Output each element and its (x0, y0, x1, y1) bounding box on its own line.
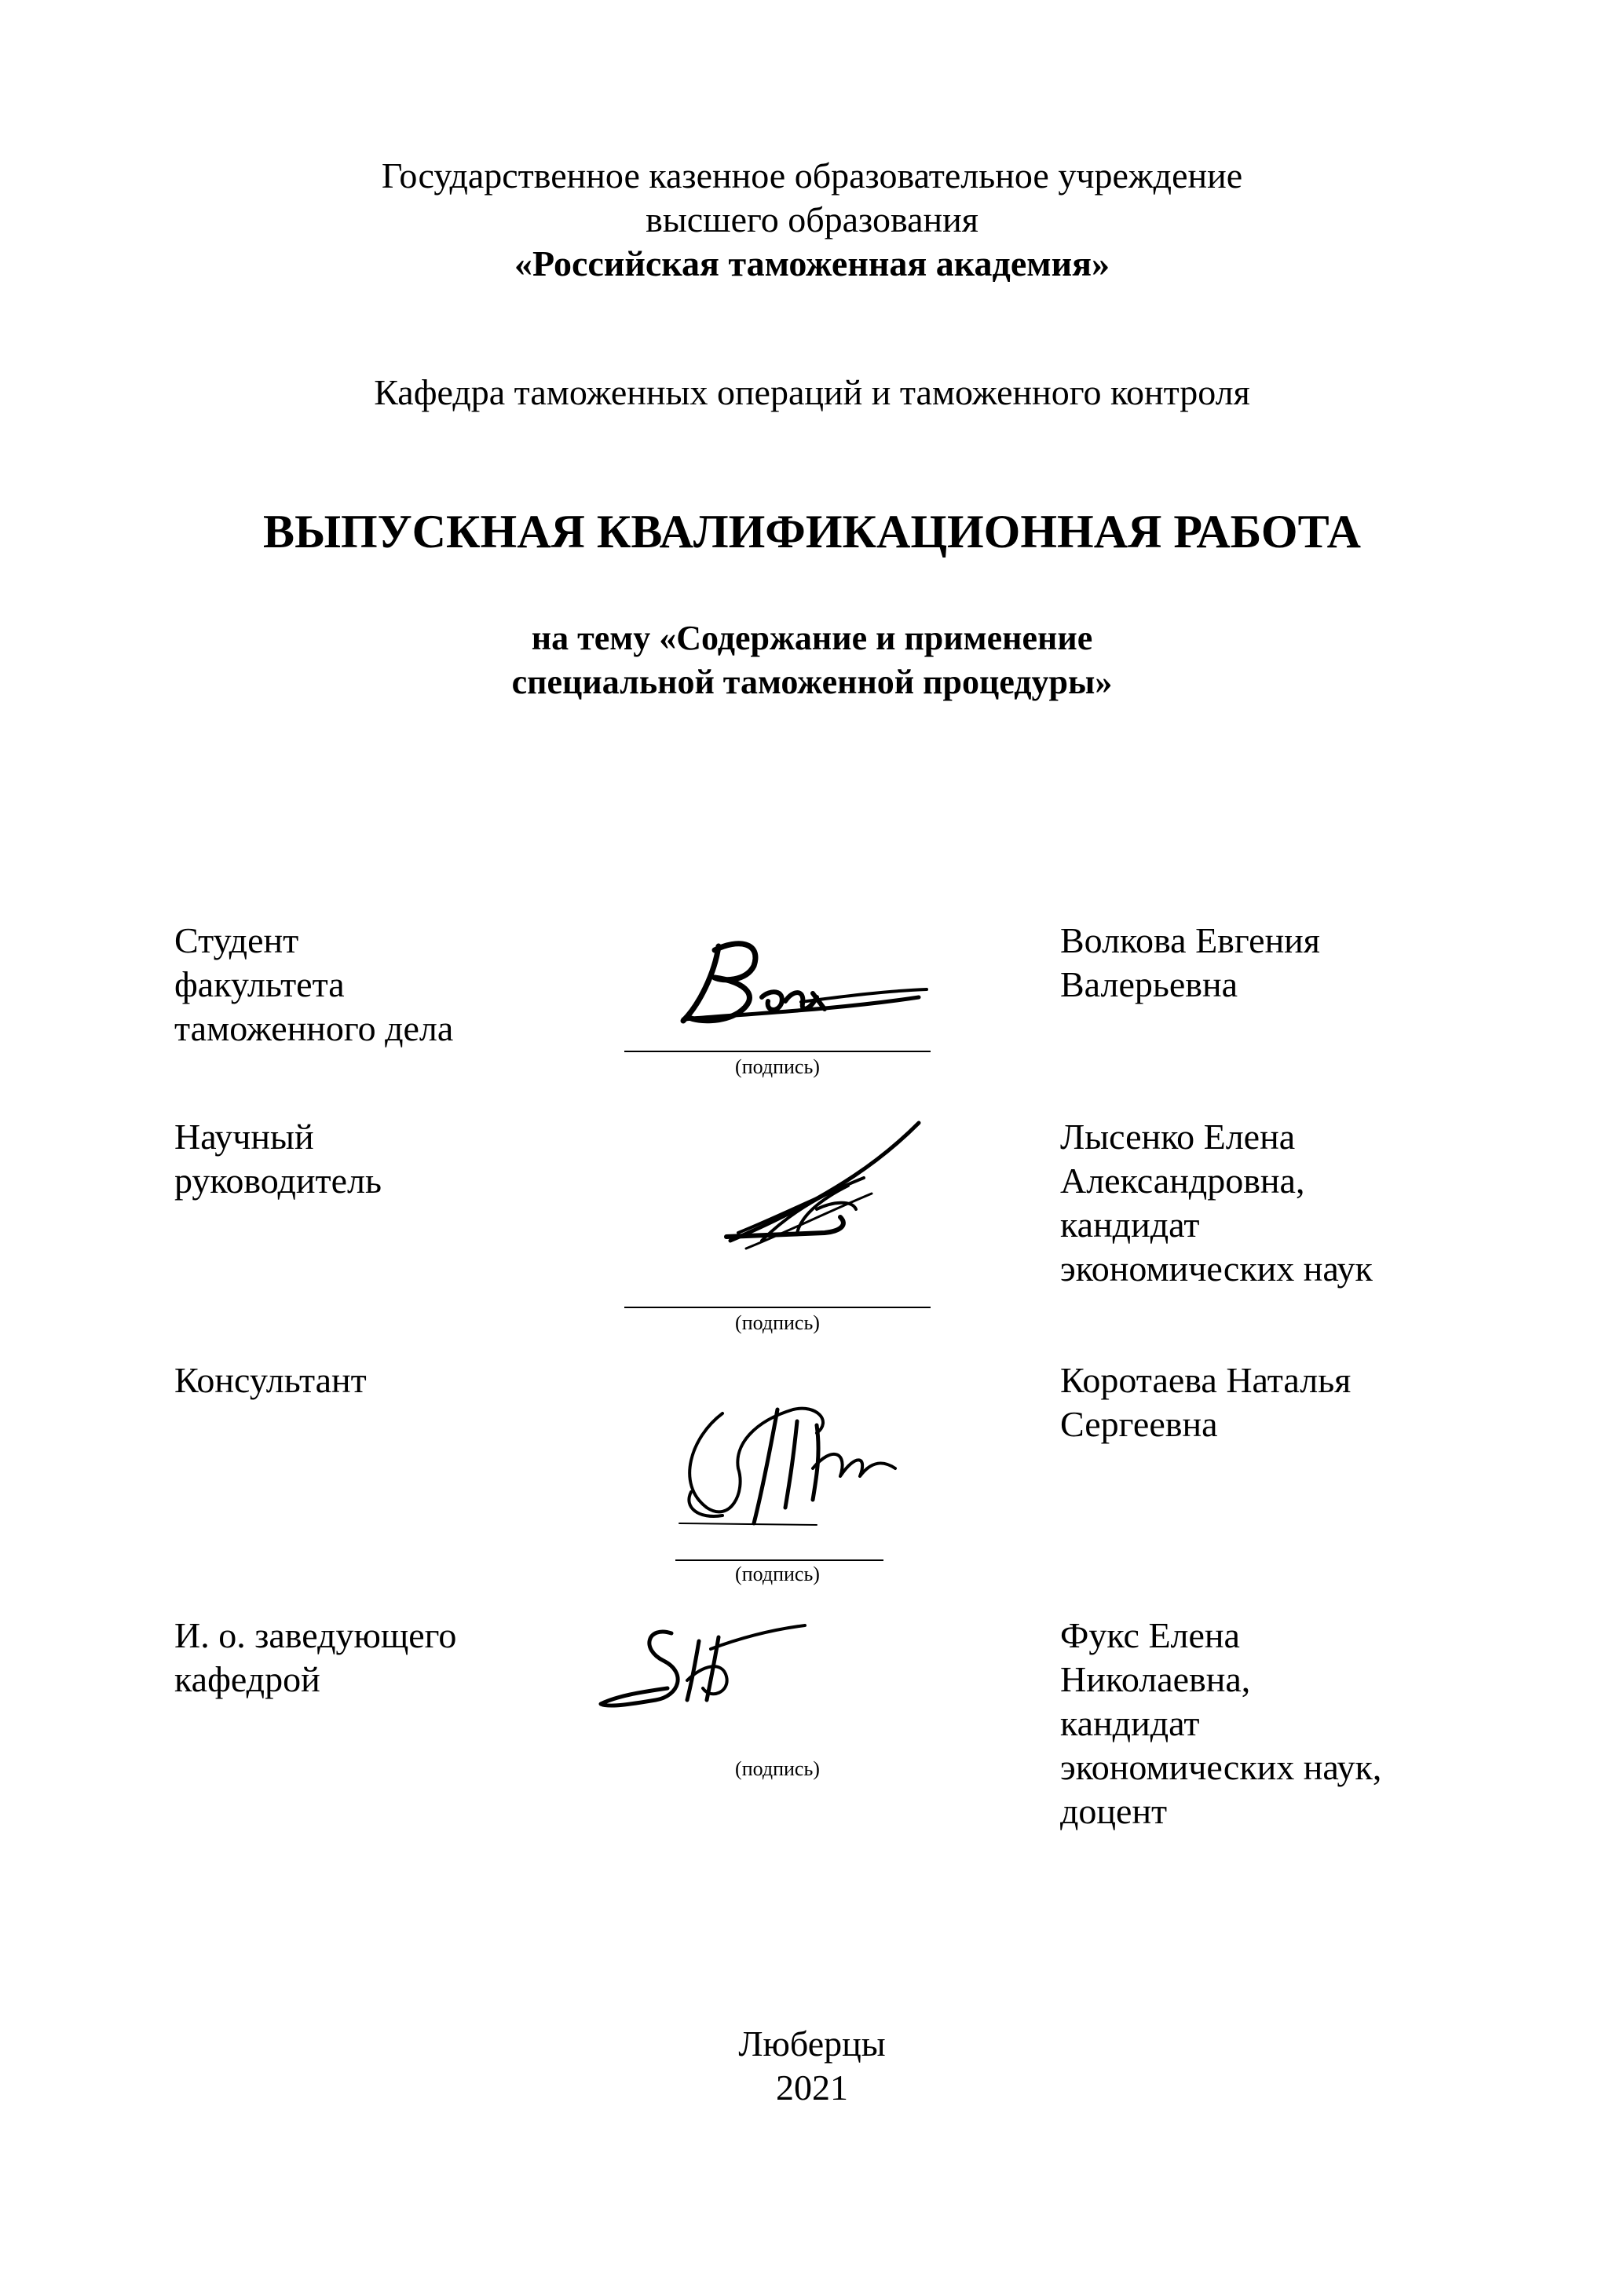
role-line: И. о. заведующего (174, 1615, 457, 1655)
work-title (0, 504, 1624, 559)
supervisor-role (174, 1115, 614, 1203)
role-line: факультета (174, 964, 345, 1004)
role-line: кафедрой (174, 1659, 320, 1699)
name-line: Валерьевна (1060, 964, 1238, 1004)
name-line: экономических наук (1060, 1249, 1373, 1289)
name-line: доцент (1060, 1791, 1168, 1831)
name-line: Лысенко Елена (1060, 1117, 1296, 1157)
department-head-name (1060, 1614, 1531, 1834)
thesis-title: ВЫПУСКНАЯ КВАЛИФИКАЦИОННАЯ РАБОТА (263, 506, 1361, 558)
department-name: Кафедра таможенных операций и таможенного контроля (374, 372, 1250, 412)
city: Люберцы (738, 2024, 886, 2064)
topic-line-1: на тему «Содержание и применение (531, 619, 1093, 657)
department (0, 371, 1624, 415)
role-line: Научный (174, 1117, 314, 1157)
name-line: кандидат (1060, 1205, 1200, 1245)
role-line: Студент (174, 920, 299, 960)
year: 2021 (776, 2067, 848, 2108)
name-line: Николаевна, (1060, 1659, 1251, 1699)
name-line: кандидат (1060, 1703, 1200, 1743)
institution-line-1: Государственное казенное образовательное учреждение (381, 155, 1243, 196)
name-line: Сергеевна (1060, 1404, 1218, 1444)
signature-caption: (подпись) (735, 1757, 820, 1780)
name-line: Александровна, (1060, 1161, 1305, 1201)
topic-line-2: специальной таможенной процедуры» (511, 663, 1113, 701)
student-role (174, 919, 614, 1051)
work-topic (0, 616, 1624, 704)
institution-header (0, 154, 1624, 286)
consultant-role (174, 1358, 614, 1402)
consultant-name (1060, 1358, 1531, 1446)
supervisor-signature-line (624, 1307, 931, 1308)
supervisor-name (1060, 1115, 1531, 1291)
student-signature-line (624, 1051, 931, 1052)
name-line: Фукс Елена (1060, 1615, 1240, 1655)
student-signature (668, 934, 935, 1036)
name-line: Коротаева Наталья (1060, 1360, 1352, 1400)
signature-caption: (подпись) (735, 1563, 820, 1585)
consultant-signature-line (675, 1559, 883, 1561)
department-head-signature (593, 1618, 813, 1720)
name-line: Волкова Евгения (1060, 920, 1320, 960)
supervisor-signature (715, 1115, 935, 1256)
role-line: таможенного дела (174, 1008, 454, 1048)
role-line: руководитель (174, 1161, 382, 1201)
consultant-signature (660, 1390, 919, 1531)
name-line: экономических наук, (1060, 1747, 1382, 1787)
department-head-role (174, 1614, 614, 1702)
signature-caption: (подпись) (735, 1055, 820, 1078)
footer (0, 2022, 1624, 2110)
role-line: Консультант (174, 1360, 367, 1400)
signature-caption: (подпись) (735, 1311, 820, 1334)
institution-line-2: высшего образования (646, 199, 978, 239)
student-name (1060, 919, 1531, 1007)
institution-name: «Российская таможенная академия» (514, 243, 1110, 283)
